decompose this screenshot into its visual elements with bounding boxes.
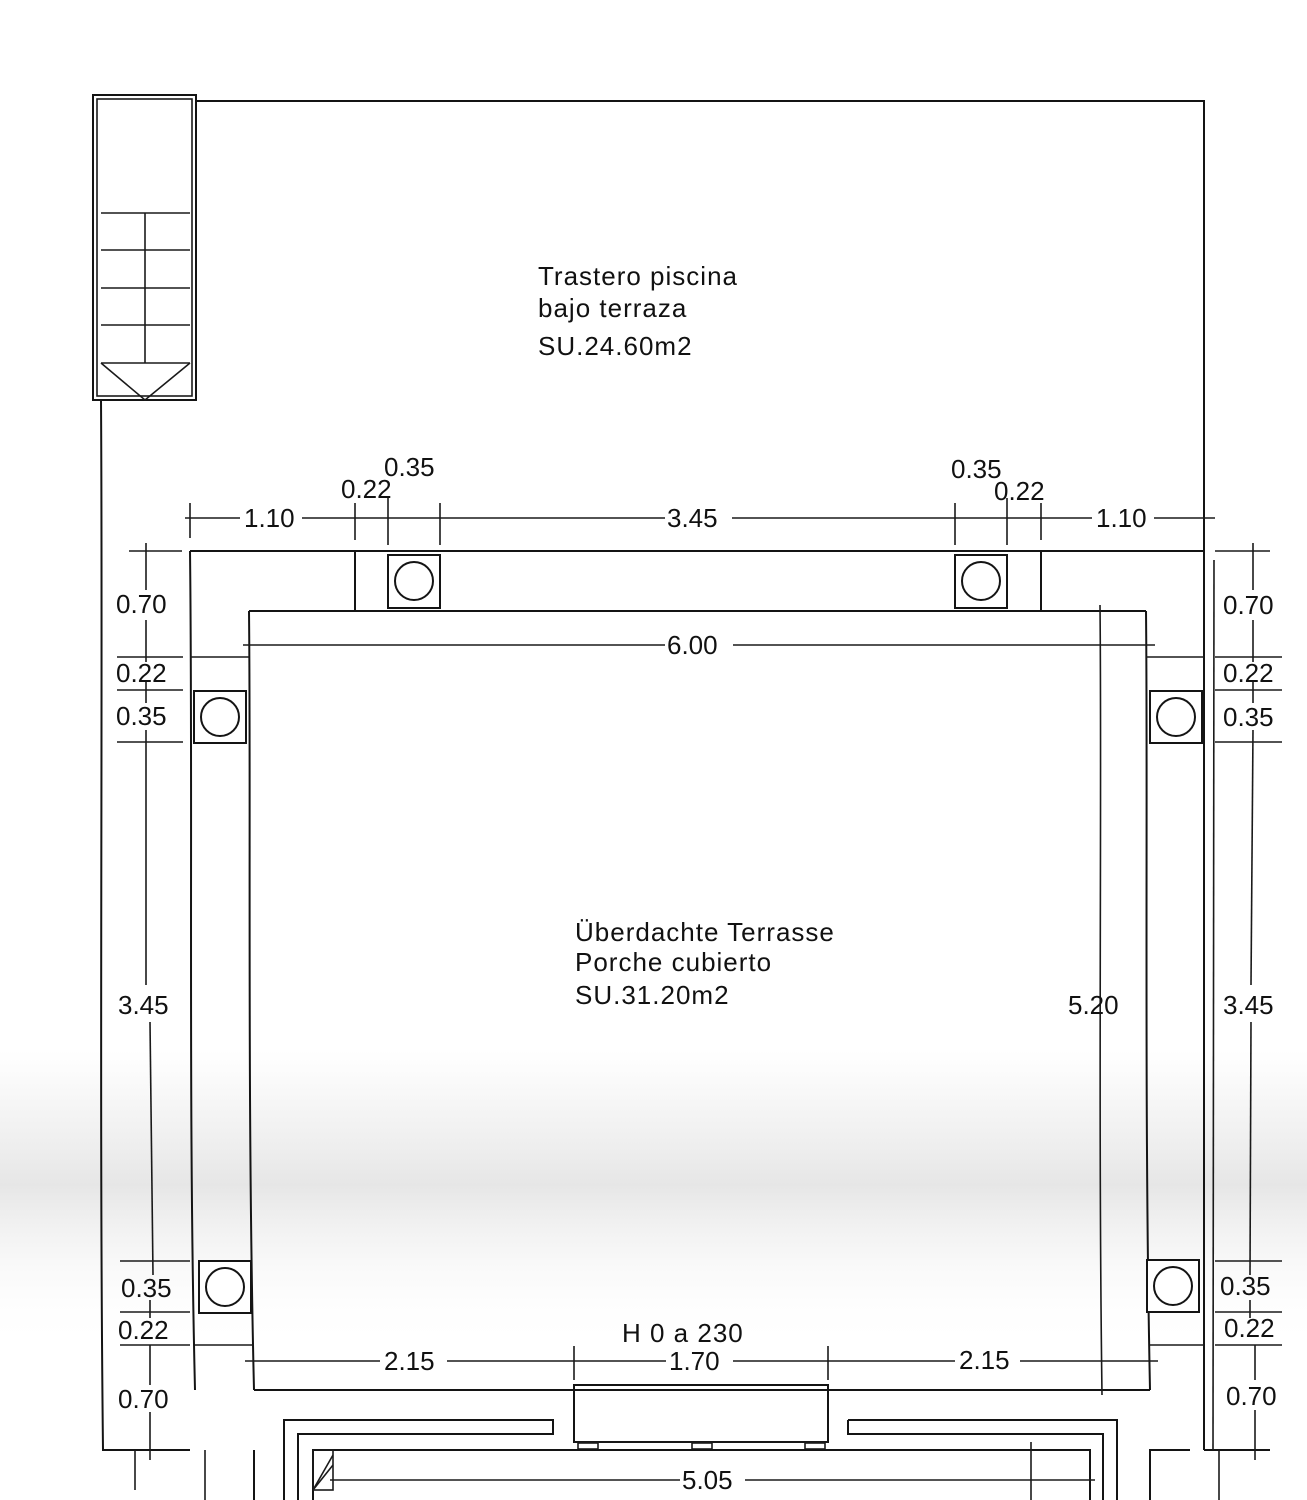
dim-right-col-offset-top: 0.22 [1223, 658, 1274, 688]
terrace-name-es: Porche cubierto [575, 947, 773, 977]
room-terrace-label [575, 917, 835, 1010]
dim-lower-width: 5.05 [682, 1465, 733, 1495]
dim-top-right-span: 1.10 [1096, 503, 1147, 533]
opening-height-label: H 0 a 230 [622, 1318, 744, 1348]
dim-right-top-span: 0.70 [1223, 590, 1274, 620]
dim-top-col-width-left: 0.35 [384, 452, 435, 482]
dim-bottom-right-span: 2.15 [959, 1345, 1010, 1375]
storage-area: SU.24.60m2 [538, 331, 693, 361]
dim-left-middle-span: 3.45 [118, 990, 169, 1020]
dim-left-col-width-top: 0.35 [116, 701, 167, 731]
dim-right-col-offset-bottom: 0.22 [1224, 1313, 1275, 1343]
dim-top-left-span: 1.10 [244, 503, 295, 533]
terrace-name-de: Überdachte Terrasse [575, 917, 835, 947]
dim-top-col-offset-left: 0.22 [341, 474, 392, 504]
column-top-right [955, 555, 1007, 608]
column-bottom-left [199, 1261, 251, 1313]
dim-top-middle-span: 3.45 [667, 503, 718, 533]
column-top-left [388, 555, 440, 608]
dim-left-col-width-bottom: 0.35 [121, 1273, 172, 1303]
column-bottom-right [1147, 1260, 1199, 1312]
terrace-area: SU.31.20m2 [575, 980, 730, 1010]
room-storage-label [538, 261, 738, 361]
storage-name: Trastero piscina [538, 261, 738, 291]
dim-right-bottom-span: 0.70 [1226, 1381, 1277, 1411]
column-mid-left [194, 691, 246, 743]
dim-left-col-offset-bottom: 0.22 [118, 1315, 169, 1345]
scan-shading [0, 1050, 1307, 1350]
column-mid-right [1150, 691, 1202, 743]
dim-right-col-width-top: 0.35 [1223, 702, 1274, 732]
dim-bottom-opening: 1.70 [669, 1346, 720, 1376]
dim-top-col-offset-right: 0.22 [994, 476, 1045, 506]
dim-right-col-width-bottom: 0.35 [1220, 1271, 1271, 1301]
dim-bottom-left-span: 2.15 [384, 1346, 435, 1376]
dim-left-bottom-span: 0.70 [118, 1384, 169, 1414]
dim-inner-depth: 5.20 [1068, 990, 1119, 1020]
dim-left-top-span: 0.70 [116, 589, 167, 619]
dim-right-middle-span: 3.45 [1223, 990, 1274, 1020]
dim-top-col-width-right: 0.35 [951, 454, 1002, 484]
storage-subname: bajo terraza [538, 293, 688, 323]
dim-inner-width: 6.00 [667, 630, 718, 660]
staircase [93, 95, 196, 400]
dim-left-col-offset-top: 0.22 [116, 658, 167, 688]
